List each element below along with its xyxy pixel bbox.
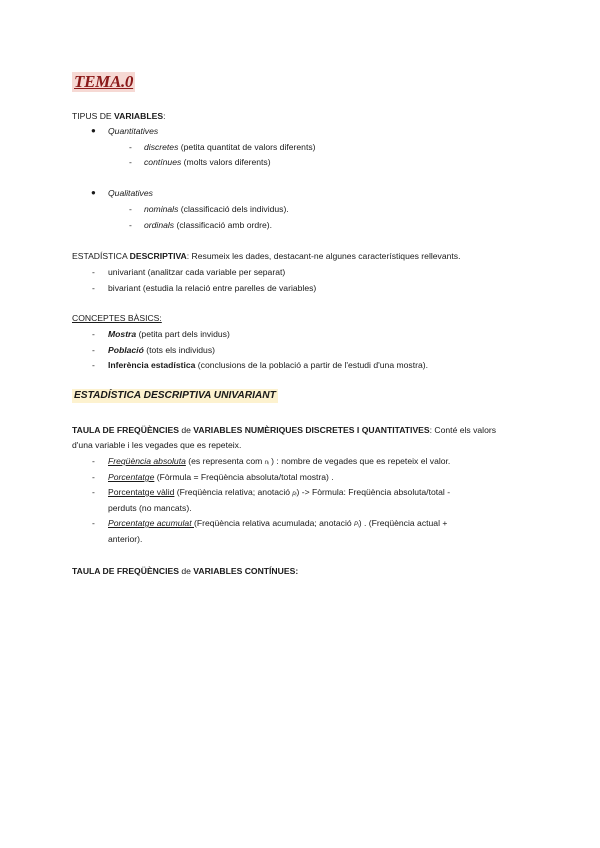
discretes-term: discretes [144, 142, 179, 152]
conceptes-heading: CONCEPTES BÀSICS: [72, 313, 162, 323]
taula1-bold1: TAULA DE FREQÜÈNCIES [72, 425, 179, 435]
freq-absoluta-item [108, 456, 450, 467]
dash-icon: - [92, 345, 95, 355]
mostra-term: Mostra [108, 329, 137, 339]
dash-icon: - [92, 267, 95, 277]
descriptiva-pre: ESTADÍSTICA [72, 251, 130, 261]
dash-icon: - [129, 142, 132, 152]
inferencia-desc: (conclusions de la població a partir de l'estudi d'una mostra). [195, 360, 428, 370]
discretes-desc: (petita quantitat de valors diferents) [178, 142, 316, 152]
dash-icon: - [92, 456, 95, 466]
taula2-post: : [295, 566, 299, 576]
nominals-desc: (classificació dels individus). [178, 204, 289, 214]
page-title: TEMA.0 [74, 72, 134, 91]
taula1-heading [72, 425, 496, 435]
porcentatge-acumulat-pre: (Freqüència relativa acumulada; anotació [194, 518, 355, 528]
taula1-mid: de [178, 425, 194, 435]
section-heading-univariant: ESTADÍSTICA DESCRIPTIVA UNIVARIANT [72, 389, 278, 403]
continues-desc: (molts valors diferents) [181, 157, 271, 167]
mostra-item [108, 329, 230, 339]
nominals-term: nominals [144, 204, 179, 214]
dash-icon: - [92, 487, 95, 497]
porcentatge-acumulat-desc: ) . (Freqüència actual + [358, 518, 448, 528]
freq-absoluta-pre: (es representa com [185, 456, 265, 466]
taula1-rest: : Conté els valors [429, 425, 497, 435]
variables-heading [72, 111, 165, 121]
ordinals-term: ordinals [144, 220, 175, 230]
univariant-item: univariant (analitzar cada variable per separat) [108, 267, 286, 277]
qualitatives-item: Qualitatives [108, 188, 153, 198]
porcentatge-term: Porcentatge [108, 472, 155, 482]
porcentatge-valid-item [108, 487, 450, 498]
dash-icon: - [92, 472, 95, 482]
taula2-heading [72, 566, 298, 576]
porcentatge-acumulat-line2: anterior). [108, 534, 143, 544]
bivariant-item: bivariant (estudia la relació entre parelles de variables) [108, 283, 317, 293]
taula1-line2: d'una variable i les vegades que es repeteix. [72, 440, 242, 450]
descriptiva-bold: DESCRIPTIVA [129, 251, 187, 261]
dash-icon: - [92, 283, 95, 293]
inferencia-term: Inferència estadística [108, 360, 196, 370]
dash-icon: - [129, 204, 132, 214]
poblacio-desc: (tots els individus) [143, 345, 215, 355]
taula2-mid: de [178, 566, 194, 576]
taula2-bold1: TAULA DE FREQÜÈNCIES [72, 566, 179, 576]
freq-absoluta-term: Freqüència absoluta [108, 456, 186, 466]
quantitatives-item: Quantitatives [108, 126, 159, 136]
porcentatge-acumulat-term: Porcentatge acumulat [108, 518, 194, 528]
freq-absoluta-desc: ) : nombre de vegades que es repeteix el valor. [268, 456, 451, 466]
bullet-icon: ● [91, 126, 96, 135]
dash-icon: - [92, 360, 95, 370]
bullet-icon: ● [91, 188, 96, 197]
porcentatge-valid-symbol: pᵢ [292, 491, 297, 497]
continues-item [144, 157, 271, 167]
descriptiva-line [72, 251, 460, 261]
porcentatge-acumulat-item [108, 518, 447, 529]
dash-icon: - [92, 518, 95, 528]
porcentatge-acumulat-symbol: Pᵢ [354, 522, 359, 528]
descriptiva-desc: : Resumeix les dades, destacant-ne algunes característiques rellevants. [186, 251, 461, 261]
variables-heading-bold: VARIABLES [114, 111, 164, 121]
ordinals-desc: (classificació amb ordre). [174, 220, 273, 230]
inferencia-item [108, 360, 428, 370]
variables-heading-post: : [163, 111, 166, 121]
dash-icon: - [129, 157, 132, 167]
nominals-item [144, 204, 289, 214]
porcentatge-valid-line2: perduts (no mancats). [108, 503, 192, 513]
dash-icon: - [92, 329, 95, 339]
dash-icon: - [129, 220, 132, 230]
taula1-bold2: VARIABLES NUMÈRIQUES DISCRETES I QUANTITATIVES [193, 425, 430, 435]
porcentatge-valid-pre: (Freqüència relativa; anotació [174, 487, 293, 497]
discretes-item [144, 142, 316, 152]
porcentatge-item [108, 472, 334, 482]
poblacio-term: Població [108, 345, 144, 355]
poblacio-item [108, 345, 215, 355]
variables-heading-pre: TIPUS DE [72, 111, 115, 121]
freq-absoluta-symbol: nᵢ [264, 460, 269, 466]
porcentatge-desc: (Fòrmula = Freqüència absoluta/total mostra) . [154, 472, 334, 482]
continues-term: contínues [144, 157, 182, 167]
taula2-bold2: VARIABLES CONTÍNUES [193, 566, 296, 576]
ordinals-item [144, 220, 272, 230]
porcentatge-valid-desc: ) -> Fòrmula: Freqüència absoluta/total - [296, 487, 451, 497]
porcentatge-valid-term: Porcentatge vàlid [108, 487, 175, 497]
mostra-desc: (petita part dels invidus) [136, 329, 230, 339]
